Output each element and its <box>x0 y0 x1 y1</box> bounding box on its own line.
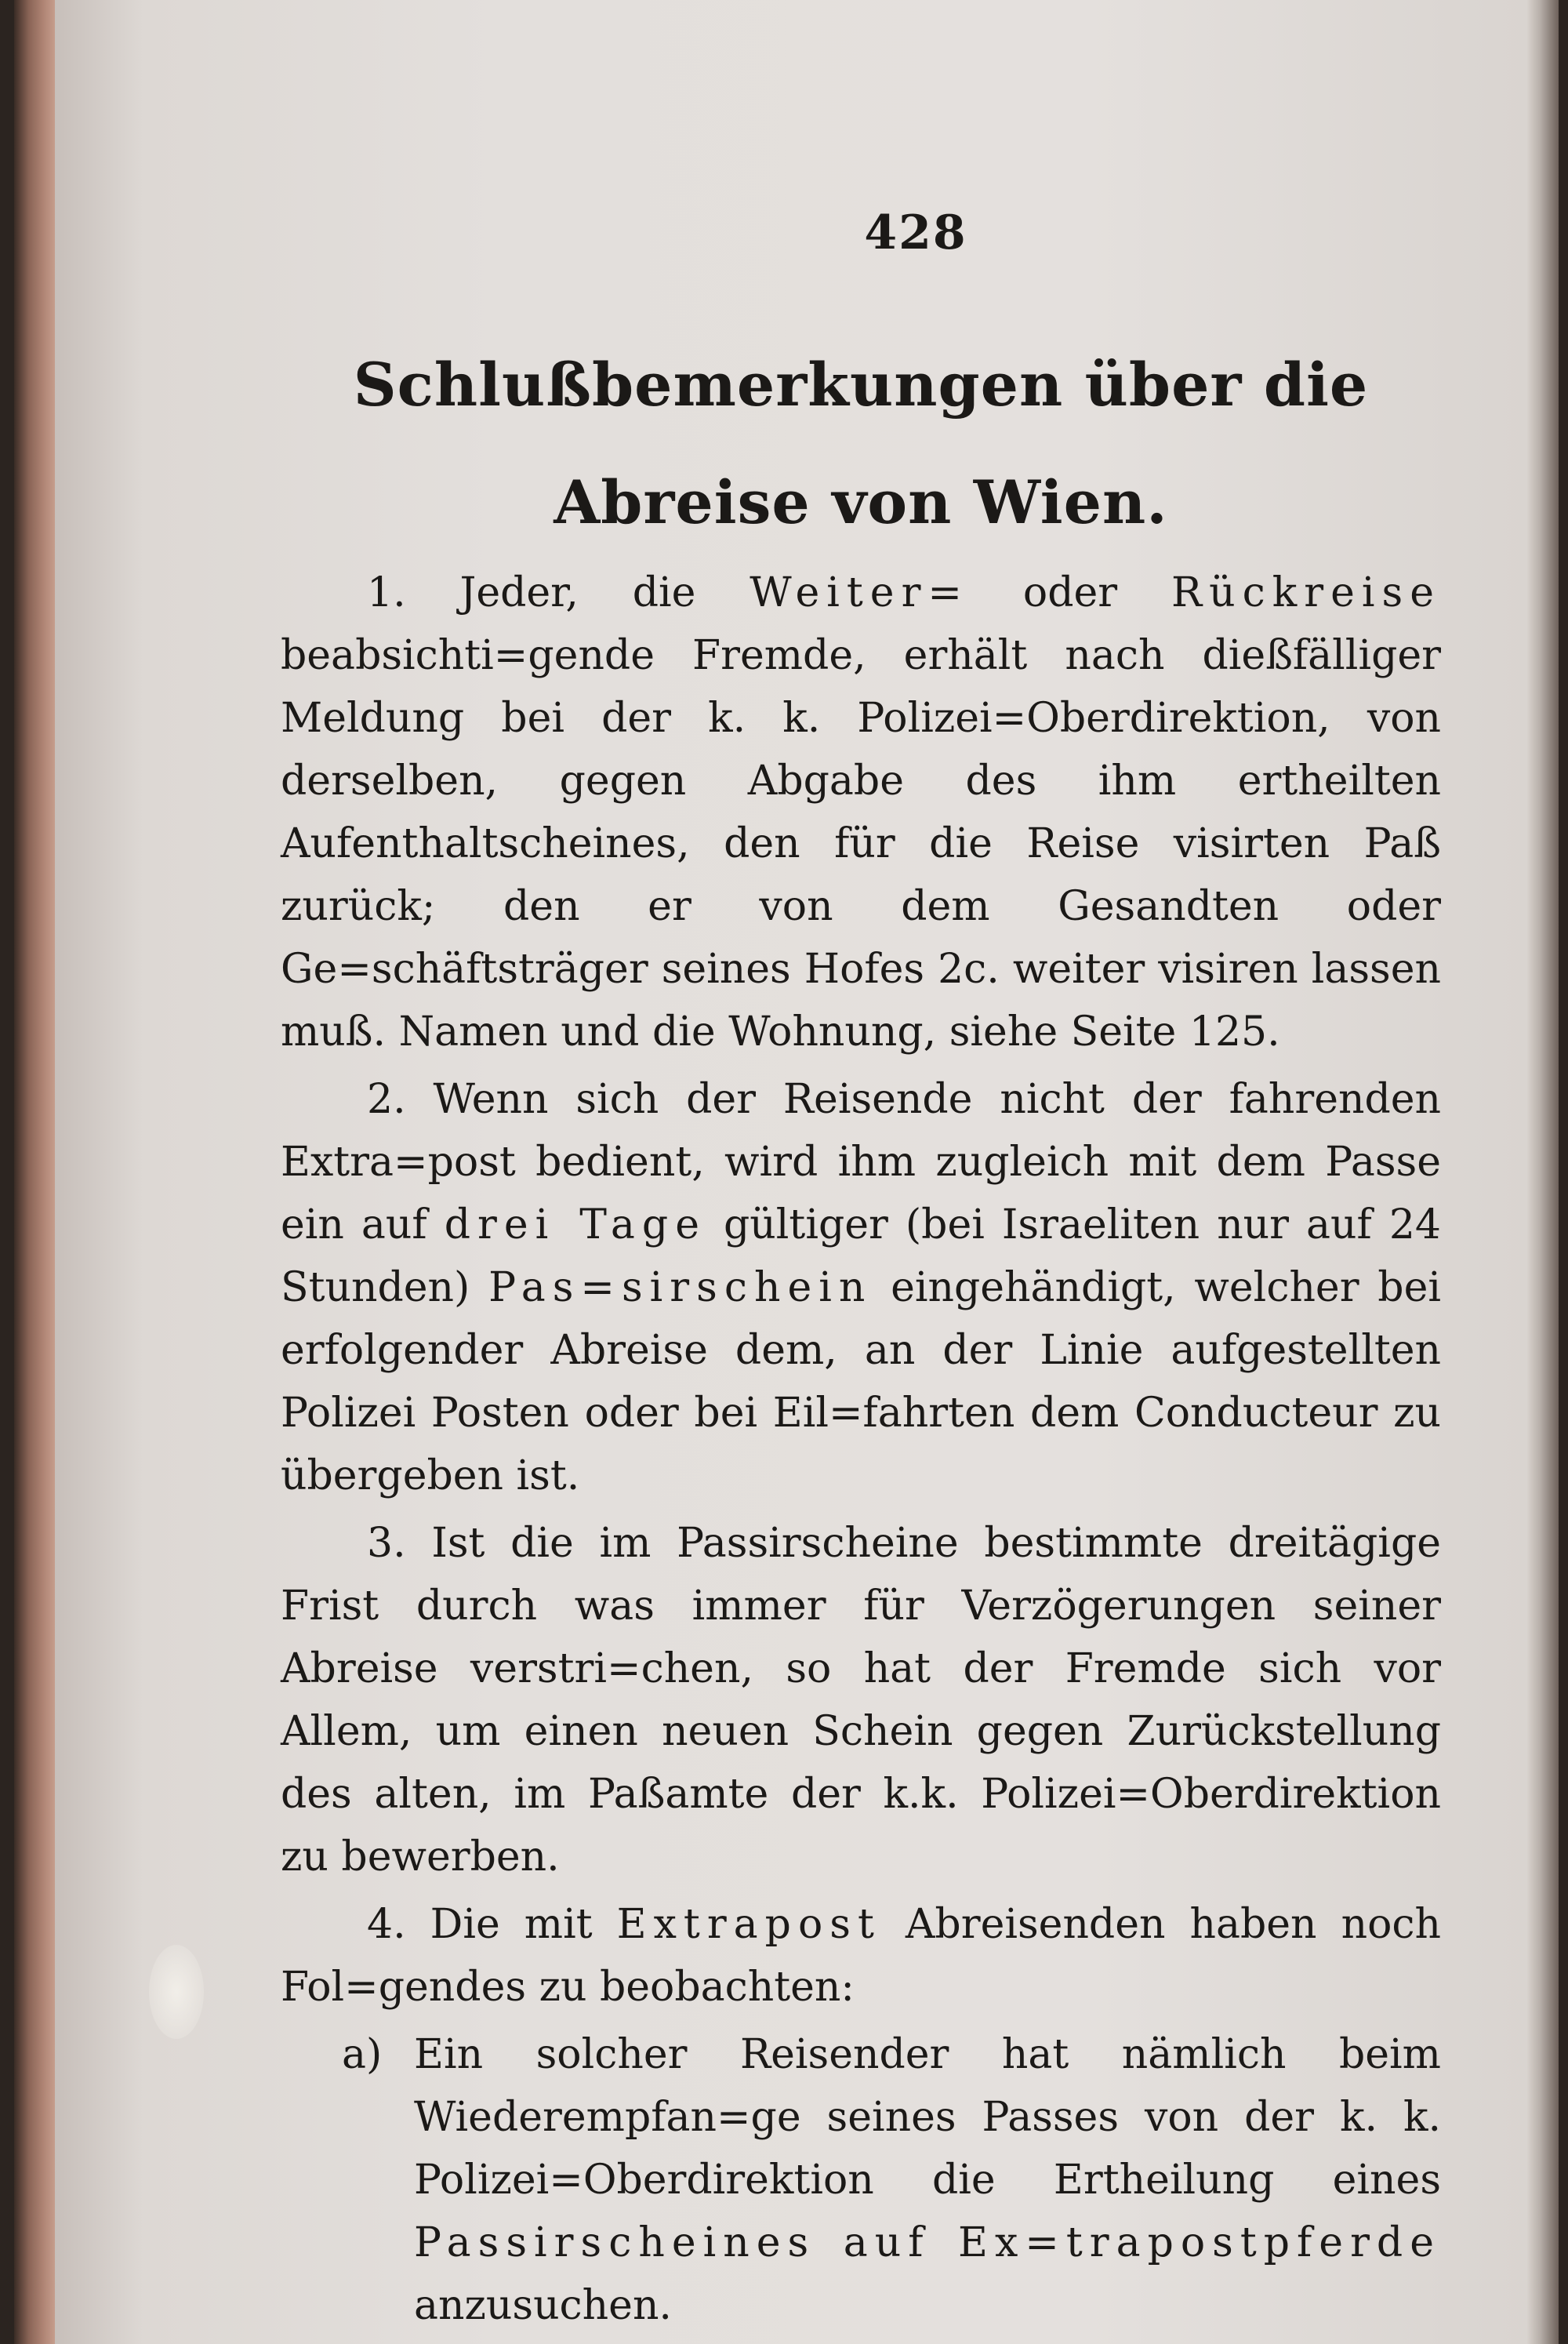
paragraph-text: Jeder, die <box>459 569 750 616</box>
paragraph-4 <box>281 1893 1441 2019</box>
book-spine-edge <box>14 0 56 2344</box>
paragraph-text: beabsichti=gende Fremde, erhält nach dießfälliger Meldung bei der k. k. Polizei=Oberdirektion, von derselben, gegen Abgabe des ihm ertheilten Aufenthaltscheines, den für die Reise visirten Paß zurück; den er von dem Gesandten oder Ge=schäftsträger seines Hofes 2c. weiter visiren lassen muß. Namen und die Wohnung, siehe Seite 125. <box>281 632 1441 1056</box>
paragraph-number: 3. <box>367 1520 406 1567</box>
paragraph-2 <box>281 1068 1441 1507</box>
emphasis-text: drei Tage <box>444 1201 706 1248</box>
page-number: 428 <box>864 205 967 260</box>
emphasis-text: Pas=sirschein <box>488 1264 873 1311</box>
paragraph-text: Die mit <box>430 1901 617 1948</box>
emphasis-text: Passirscheines auf Ex=trapostpferde <box>414 2219 1441 2266</box>
sub-item-label: a) <box>342 2031 383 2078</box>
paragraph-1 <box>281 561 1441 1063</box>
sub-item-text: anzusuchen. <box>414 2282 672 2329</box>
page-right-edge <box>1527 0 1559 2344</box>
paragraph-text: eingehändigt, welcher bei erfolgender Abreise dem, an der Linie aufgestellten Polizei Posten oder bei Eil=fahrten dem Conducteur zu übergeben ist. <box>281 1264 1441 1499</box>
paragraph-text: oder <box>969 569 1171 616</box>
paragraph-text: Wenn sich der Reisende nicht der fahrenden Extra=post bedient, wird ihm zugleich mit dem Passe ein auf <box>281 1076 1442 1248</box>
emphasis-text: Rückreise <box>1171 569 1441 616</box>
emphasis-text: Weiter= <box>750 569 970 616</box>
sub-item-a <box>281 2023 1441 2337</box>
paragraph-number: 4. <box>367 1901 406 1948</box>
paragraph-text: Ist die im Passirscheine bestimmte dreitägige Frist durch was immer für Verzögerungen seiner Abreise verstri=chen, so hat der Fremde sich vor Allem, um einen neuen Schein gegen Zurückstellung des alten, im Paßamte der k.k. Polizei=Oberdirektion zu bewerben. <box>281 1520 1442 1881</box>
paragraph-text: gültiger (bei Israeliten nur auf 24 Stunden) <box>281 1201 1441 1311</box>
paragraph-text: Abreisenden haben noch Fol=gendes zu beobachten: <box>281 1901 1441 2011</box>
section-heading: Schlußbemerkungen über die Abreise von Wien. <box>353 350 1369 537</box>
paragraph-number: 2. <box>367 1076 406 1123</box>
paper-stain <box>149 1945 204 2039</box>
emphasis-text: Extrapost <box>616 1901 881 1948</box>
sub-item-text: Ein solcher Reisender hat nämlich beim Wiederempfan=ge seines Passes von der k. k. Polizei=Oberdirektion die Ertheilung eines <box>414 2031 1441 2204</box>
paragraph-3 <box>281 1512 1441 1888</box>
page-content <box>281 205 1441 2337</box>
paragraph-number: 1. <box>367 569 406 616</box>
